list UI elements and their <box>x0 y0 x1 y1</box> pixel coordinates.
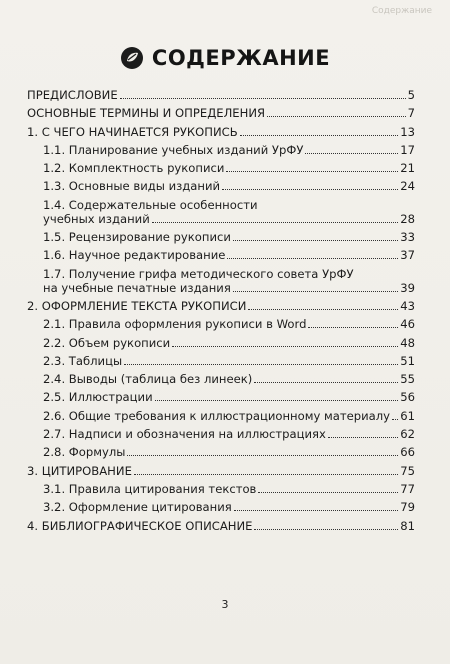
toc-entry-page: 56 <box>400 390 415 405</box>
toc-entry-page: 75 <box>400 463 415 478</box>
toc-row <box>27 125 415 139</box>
toc-row <box>27 299 415 313</box>
toc-entry-label: 3.1. Правила цитирования текстов <box>43 481 257 496</box>
page-number: 3 <box>221 598 229 611</box>
toc-entry-label: 2.5. Иллюстрации <box>43 390 153 405</box>
toc-entry <box>27 317 415 331</box>
dot-leader <box>305 153 398 154</box>
toc-entry-page: 37 <box>400 248 415 263</box>
toc-entry-page: 13 <box>400 124 415 139</box>
toc-row <box>43 212 415 226</box>
toc-row <box>43 161 415 175</box>
toc-row <box>27 464 415 478</box>
dot-leader <box>233 240 398 241</box>
toc-entry-label: 1.6. Научное редактирование <box>43 248 226 263</box>
toc-entry-label: 1.5. Рецензирование рукописи <box>43 230 231 245</box>
toc-entry-label: 1. С ЧЕГО НАЧИНАЕТСЯ РУКОПИСЬ <box>27 124 238 139</box>
toc-entry <box>27 106 415 120</box>
toc-entry <box>27 88 415 102</box>
dot-leader <box>222 189 398 190</box>
toc-entry-label: 2.7. Надписи и обозначения на иллюстрациях <box>43 427 326 442</box>
toc-entry-label: 3. ЦИТИРОВАНИЕ <box>27 463 132 478</box>
toc-entry <box>27 267 415 295</box>
toc-entry-label-line1: 1.7. Получение грифа методического совета УрФУ <box>43 266 354 281</box>
toc-entry-page: 21 <box>400 161 415 176</box>
toc-entry-page: 46 <box>400 317 415 332</box>
toc-entry-page: 66 <box>400 445 415 460</box>
toc-row <box>43 230 415 244</box>
toc-entry-label: 3.2. Оформление цитирования <box>43 500 232 515</box>
dot-leader <box>328 437 398 438</box>
toc-row <box>43 500 415 514</box>
dot-leader <box>392 419 398 420</box>
toc-entry-page: 48 <box>400 335 415 350</box>
toc-entry-label: 2. ОФОРМЛЕНИЕ ТЕКСТА РУКОПИСИ <box>27 298 247 313</box>
bleed-through-header: Содержание <box>371 6 432 16</box>
toc-row <box>43 179 415 193</box>
toc-entry-page: 79 <box>400 500 415 515</box>
dot-leader <box>240 135 399 136</box>
toc-row <box>43 409 415 423</box>
dot-leader <box>152 222 398 223</box>
toc-entry-page: 7 <box>407 106 415 121</box>
toc-entry <box>27 464 415 478</box>
toc-row <box>43 281 415 295</box>
dot-leader <box>226 171 398 172</box>
dot-leader <box>254 382 398 383</box>
toc-entry-label: ОСНОВНЫЕ ТЕРМИНЫ И ОПРЕДЕЛЕНИЯ <box>27 106 266 121</box>
toc-entry-page: 77 <box>400 481 415 496</box>
toc-row <box>27 519 415 533</box>
toc-row <box>43 336 415 350</box>
dot-leader <box>258 492 398 493</box>
toc-row <box>43 445 415 459</box>
toc-entry-label: ПРЕДИСЛОВИЕ <box>27 88 118 102</box>
toc-row <box>43 390 415 404</box>
toc-entry <box>27 125 415 139</box>
toc-entry-page: 61 <box>400 408 415 423</box>
toc-row <box>43 317 415 331</box>
toc-row <box>43 248 415 262</box>
dot-leader <box>227 258 398 259</box>
toc-entry <box>27 230 415 244</box>
toc-entry <box>27 427 415 441</box>
title-block <box>0 46 450 70</box>
toc-entry <box>27 299 415 313</box>
toc-entry <box>27 336 415 350</box>
toc-entry-page: 43 <box>400 298 415 313</box>
dot-leader <box>308 327 398 328</box>
toc-entry-label: 1.2. Комплектность рукописи <box>43 161 225 176</box>
dot-leader <box>155 400 399 401</box>
toc-entry-page: 5 <box>407 88 415 102</box>
toc-entry-page: 39 <box>400 280 415 295</box>
toc-row <box>43 482 415 496</box>
toc-entry-label: на учебные печатные издания <box>43 280 231 295</box>
toc-entry <box>27 161 415 175</box>
toc-entry-page: 62 <box>400 427 415 442</box>
toc-row <box>43 354 415 368</box>
toc-entry <box>27 390 415 404</box>
toc-row <box>27 88 415 102</box>
toc-entry-page: 33 <box>400 230 415 245</box>
toc-row <box>43 143 415 157</box>
dot-leader <box>248 309 398 310</box>
toc-entry <box>27 372 415 386</box>
toc-entry-page: 55 <box>400 372 415 387</box>
toc-entry <box>27 500 415 514</box>
toc-row <box>43 372 415 386</box>
table-of-contents <box>27 88 415 533</box>
toc-entry-label: учебных изданий <box>43 211 150 226</box>
toc-entry <box>27 143 415 157</box>
toc-entry-label: 4. БИБЛИОГРАФИЧЕСКОЕ ОПИСАНИЕ <box>27 518 253 533</box>
toc-entry-label: 1.3. Основные виды изданий <box>43 179 221 194</box>
toc-entry <box>27 354 415 368</box>
dot-leader <box>134 474 398 475</box>
toc-entry <box>27 248 415 262</box>
toc-row <box>27 106 415 120</box>
toc-entry-page: 81 <box>400 518 415 533</box>
toc-entry <box>27 198 415 226</box>
dot-leader <box>267 116 406 117</box>
toc-entry <box>27 409 415 423</box>
toc-entry <box>27 519 415 533</box>
toc-entry-page: 24 <box>400 179 415 194</box>
toc-entry <box>27 179 415 193</box>
toc-entry <box>27 482 415 496</box>
page-title: СОДЕРЖАНИЕ <box>151 46 331 70</box>
toc-entry-label: 2.1. Правила оформления рукописи в Word <box>43 317 307 332</box>
toc-entry-label: 2.2. Объем рукописи <box>43 335 171 350</box>
toc-entry-page: 28 <box>400 211 415 226</box>
dot-leader <box>120 98 406 99</box>
dot-leader <box>127 455 398 456</box>
toc-entry <box>27 445 415 459</box>
toc-entry-label-line1: 1.4. Содержательные особенности <box>43 197 258 212</box>
toc-entry-label: 1.1. Планирование учебных изданий УрФУ <box>43 142 304 157</box>
toc-entry-page: 17 <box>400 142 415 157</box>
dot-leader <box>124 364 398 365</box>
toc-entry-label: 2.4. Выводы (таблица без линеек) <box>43 372 253 387</box>
toc-row <box>43 427 415 441</box>
dot-leader <box>254 529 398 530</box>
toc-entry-page: 51 <box>400 353 415 368</box>
dot-leader <box>233 291 398 292</box>
toc-entry-label: 2.6. Общие требования к иллюстрационному материалу <box>43 408 391 423</box>
toc-entry-label: 2.3. Таблицы <box>43 353 123 368</box>
dot-leader <box>172 346 398 347</box>
toc-entry-label: 2.8. Формулы <box>43 445 126 460</box>
leaf-logo-icon <box>120 46 144 70</box>
dot-leader <box>234 510 399 511</box>
